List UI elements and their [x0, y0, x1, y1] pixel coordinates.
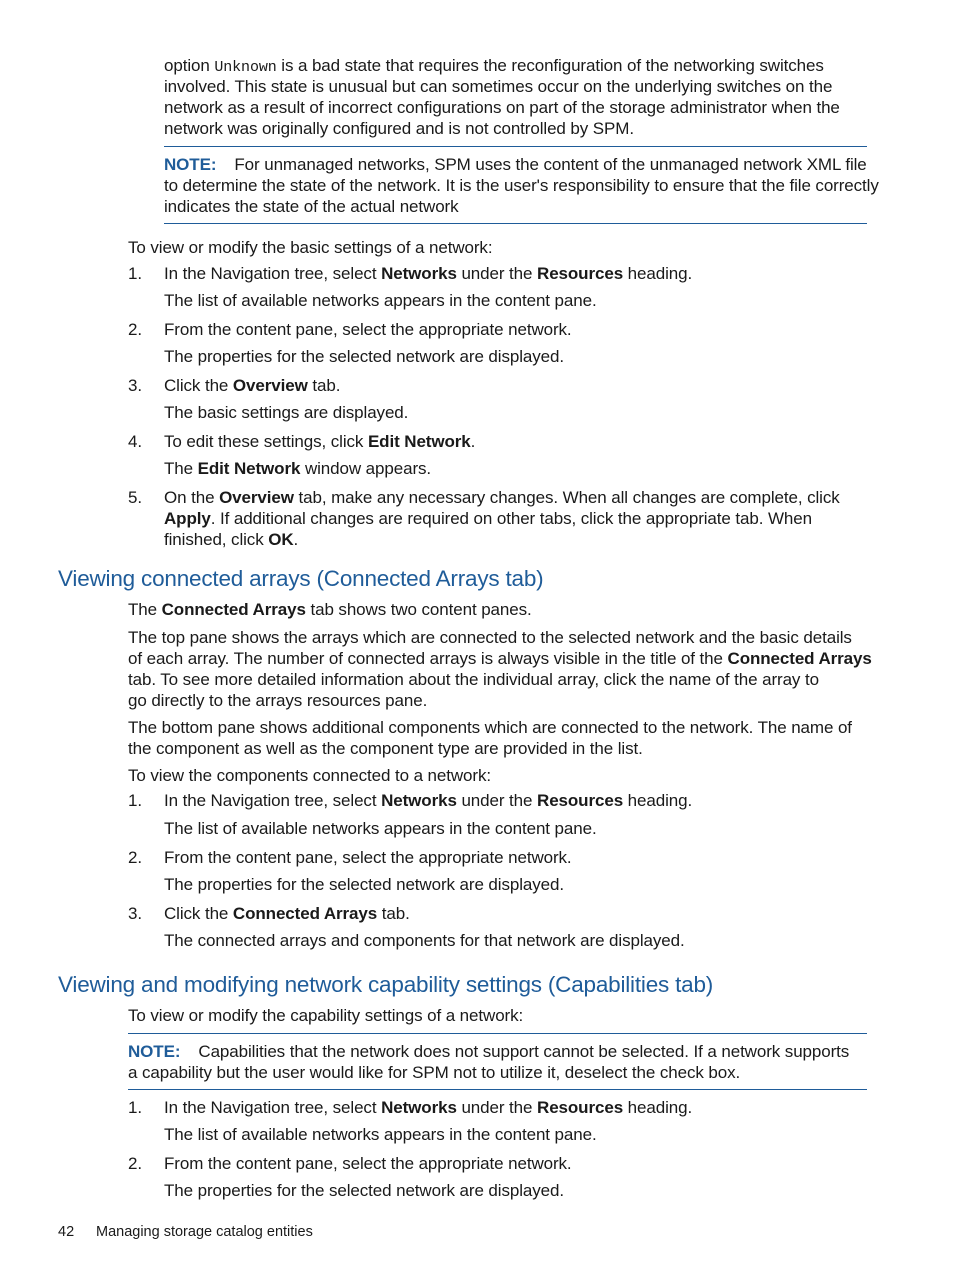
connected-p3-line-2: the component as well as the component type are provided in the list. [128, 739, 643, 758]
step-text: Click the Overview tab. [164, 376, 341, 395]
step-result: The properties for the selected network are displayed. [164, 875, 564, 894]
step-number: 1. [128, 264, 142, 283]
step-number: 2. [128, 1154, 142, 1173]
step-text: To edit these settings, click Edit Network. [164, 432, 476, 451]
step-number: 3. [128, 376, 142, 395]
step-result: The connected arrays and components for that network are displayed. [164, 931, 685, 950]
step-text: On the Overview tab, make any necessary changes. When all changes are complete, click [164, 488, 840, 507]
step-number: 2. [128, 320, 142, 339]
step-result: The Edit Network window appears. [164, 459, 432, 478]
step-text-line-3: finished, click OK. [164, 530, 299, 549]
step-text-line-2: Apply. If additional changes are required on other tabs, click the appropriate tab. When [164, 509, 812, 528]
step-number: 1. [128, 1098, 142, 1117]
note-label: NOTE: [128, 1042, 181, 1061]
note-top-rule [128, 1033, 867, 1034]
intro-line-4: network was originally configured and is not controlled by SPM. [164, 119, 634, 138]
connected-lead: To view the components connected to a network: [128, 766, 492, 785]
note-2-line-1: NOTE: Capabilities that the network does not support cannot be selected. If a network supports [128, 1042, 850, 1061]
step-result: The basic settings are displayed. [164, 403, 409, 422]
connected-p2-line-1: The top pane shows the arrays which are connected to the selected network and the basic details [128, 628, 852, 647]
connected-p2-line-3: tab. To see more detailed information about the individual array, click the name of the array to [128, 670, 819, 689]
step-number: 4. [128, 432, 142, 451]
note-label: NOTE: [164, 155, 217, 174]
step-result: The properties for the selected network are displayed. [164, 1181, 564, 1200]
step-number: 3. [128, 904, 142, 923]
note-1-line-3: indicates the state of the actual network [164, 197, 459, 216]
step-number: 2. [128, 848, 142, 867]
step-result: The properties for the selected network are displayed. [164, 347, 564, 366]
connected-p2-line-4: go directly to the arrays resources pane. [128, 691, 428, 710]
step-number: 5. [128, 488, 142, 507]
basic-lead: To view or modify the basic settings of a network: [128, 238, 493, 257]
section-heading-connected-arrays: Viewing connected arrays (Connected Arrays tab) [58, 566, 544, 591]
intro-line-1: option Unknown is a bad state that requires the reconfiguration of the networking switches [164, 56, 824, 76]
intro-line-3: network as a result of incorrect configurations on part of the storage administrator when the [164, 98, 840, 117]
step-text: In the Navigation tree, select Networks under the Resources heading. [164, 791, 693, 810]
footer-title: Managing storage catalog entities [96, 1224, 313, 1240]
capabilities-lead: To view or modify the capability settings of a network: [128, 1006, 524, 1025]
step-result: The list of available networks appears in the content pane. [164, 291, 597, 310]
step-number: 1. [128, 791, 142, 810]
step-text: In the Navigation tree, select Networks under the Resources heading. [164, 1098, 693, 1117]
connected-p3-line-1: The bottom pane shows additional components which are connected to the network. The name of [128, 718, 852, 737]
code-unknown: Unknown [214, 59, 277, 76]
intro-line-2: involved. This state is unusual but can sometimes occur on the underlying switches on the [164, 77, 833, 96]
connected-p1: The Connected Arrays tab shows two content panes. [128, 600, 532, 619]
page-number: 42 [58, 1224, 75, 1240]
section-heading-capabilities: Viewing and modifying network capability settings (Capabilities tab) [58, 972, 714, 997]
note-bottom-rule [128, 1089, 867, 1090]
note-1-line-1: NOTE: For unmanaged networks, SPM uses the content of the unmanaged network XML file [164, 155, 867, 174]
step-text: From the content pane, select the appropriate network. [164, 320, 572, 339]
note-bottom-rule [164, 223, 867, 224]
note-1-line-2: to determine the state of the network. It is the user's responsibility to ensure that the file correctly [164, 176, 879, 195]
step-text: Click the Connected Arrays tab. [164, 904, 410, 923]
step-text: In the Navigation tree, select Networks under the Resources heading. [164, 264, 693, 283]
note-2-line-2: a capability but the user would like for SPM not to utilize it, deselect the check box. [128, 1063, 741, 1082]
step-result: The list of available networks appears in the content pane. [164, 819, 597, 838]
step-text: From the content pane, select the appropriate network. [164, 1154, 572, 1173]
step-result: The list of available networks appears in the content pane. [164, 1125, 597, 1144]
note-top-rule [164, 146, 867, 147]
step-text: From the content pane, select the appropriate network. [164, 848, 572, 867]
connected-p2-line-2: of each array. The number of connected arrays is always visible in the title of the Connected Arrays [128, 649, 872, 668]
